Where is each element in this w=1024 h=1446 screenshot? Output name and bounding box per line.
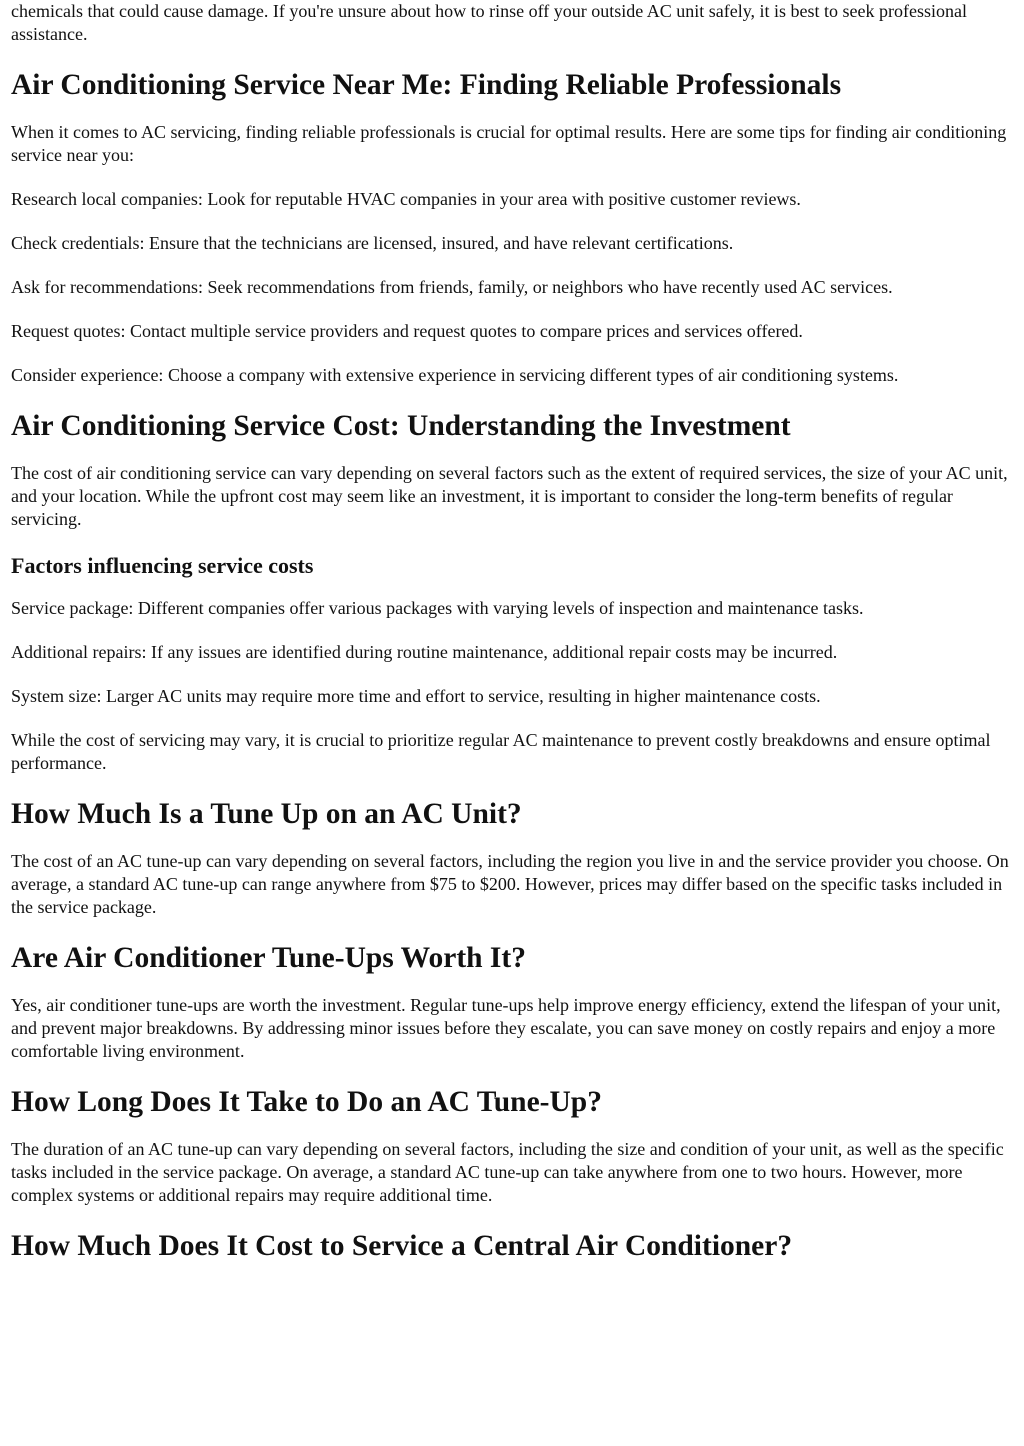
worth-it-paragraph: Yes, air conditioner tune-ups are worth the investment. Regular tune-ups help improve energy efficiency, extend the lifespan of your unit, and prevent major breakdowns. By addressing minor issues before they escalate, you can save money on costly repairs and enjoy a more comfortable living environment.: [11, 995, 1001, 1061]
cost-heading: Air Conditioning Service Cost: Understanding the Investment: [11, 410, 791, 442]
tip-research: Research local companies: Look for reputable HVAC companies in your area with positive customer reviews.: [11, 189, 801, 209]
central-cost-heading: How Much Does It Cost to Service a Central Air Conditioner?: [11, 1230, 793, 1262]
duration-heading: How Long Does It Take to Do an AC Tune-Up?: [11, 1086, 602, 1118]
tune-up-price-heading: How Much Is a Tune Up on an AC Unit?: [11, 798, 522, 830]
factor-additional-repairs: Additional repairs: If any issues are identified during routine maintenance, additional repair costs may be incurred.: [11, 642, 838, 662]
cost-factors-subheading: Factors influencing service costs: [11, 553, 314, 578]
tune-up-price-paragraph: The cost of an AC tune-up can vary depending on several factors, including the region you live in and the service provider you choose. On average, a standard AC tune-up can range anywhere from $75 to $200. However, prices may differ based on the specific tasks included in the service package.: [11, 851, 1009, 917]
worth-it-heading: Are Air Conditioner Tune-Ups Worth It?: [11, 942, 526, 974]
near-me-heading: Air Conditioning Service Near Me: Finding Reliable Professionals: [11, 69, 842, 101]
tip-recommendations: Ask for recommendations: Seek recommendations from friends, family, or neighbors who have recently used AC services.: [11, 277, 893, 297]
duration-paragraph: The duration of an AC tune-up can vary depending on several factors, including the size and condition of your unit, as well as the specific tasks included in the service package. On average, a standard AC tune-up can take anywhere from one to two hours. However, more complex systems or additional repairs may require additional time.: [11, 1139, 1004, 1205]
near-me-intro-paragraph: When it comes to AC servicing, finding reliable professionals is crucial for optimal results. Here are some tips for finding air conditioning service near you:: [11, 122, 1007, 165]
factor-service-package: Service package: Different companies offer various packages with varying levels of inspection and maintenance tasks.: [11, 598, 864, 618]
tip-credentials: Check credentials: Ensure that the technicians are licensed, insured, and have relevant certifications.: [11, 233, 734, 253]
intro-continuation-paragraph: chemicals that could cause damage. If you're unsure about how to rinse off your outside AC unit safely, it is best to seek professional assistance.: [11, 1, 968, 44]
tip-quotes: Request quotes: Contact multiple service providers and request quotes to compare prices and services offered.: [11, 321, 803, 341]
cost-intro-paragraph: The cost of air conditioning service can vary depending on several factors such as the extent of required services, the size of your AC unit, and your location. While the upfront cost may seem like an investment, it is important to consider the long-term benefits of regular servicing.: [11, 463, 1008, 529]
tip-experience: Consider experience: Choose a company with extensive experience in servicing different types of air conditioning systems.: [11, 365, 899, 385]
cost-conclusion-paragraph: While the cost of servicing may vary, it is crucial to prioritize regular AC maintenance to prevent costly breakdowns and ensure optimal performance.: [11, 730, 991, 773]
factor-system-size: System size: Larger AC units may require more time and effort to service, resulting in higher maintenance costs.: [11, 686, 821, 706]
